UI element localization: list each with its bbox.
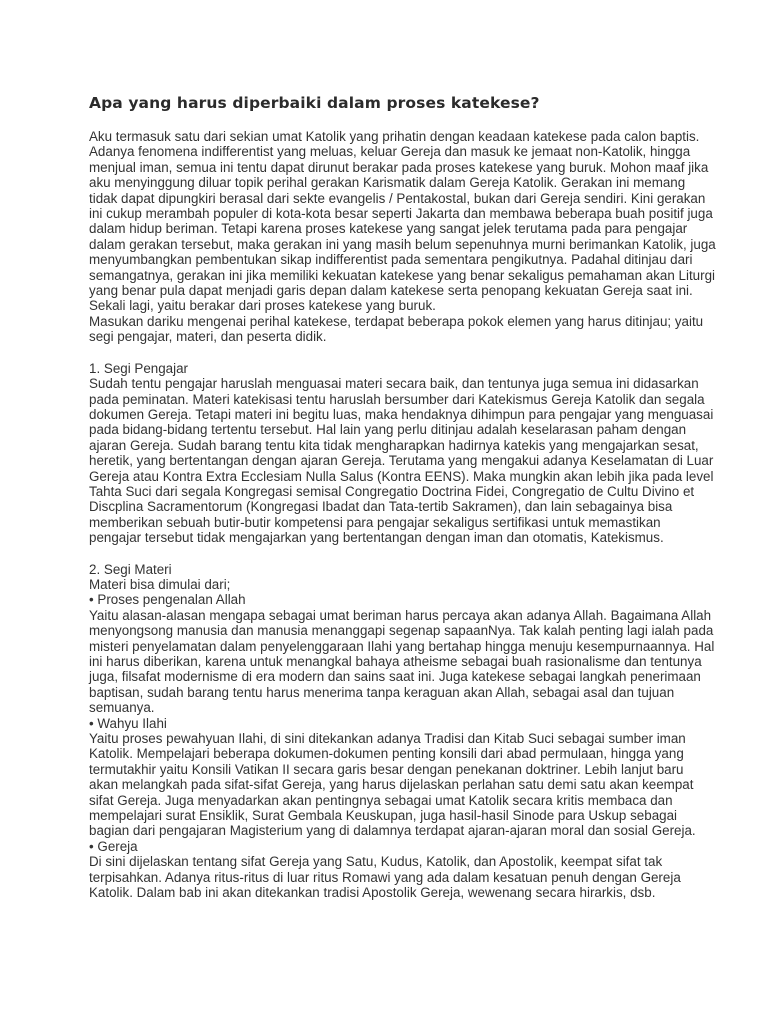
- text-line: termutakhir yaitu Konsili Vatikan II secara garis besar dengan penekanan doktriner. Lebih lanjut baru: [89, 761, 684, 777]
- document-page: [89, 94, 716, 901]
- text-line: ini cukup merambah populer di kota-kota besar seperti Jakarta dan membawa beberapa buah positif juga: [89, 206, 713, 222]
- text-line: menjual iman, semua ini tentu dapat dirunut berakar pada proses katekese yang buruk. Mohon maaf jika: [89, 159, 709, 175]
- text-line: sifat Gereja. Juga menyadarkan akan pentingnya sebagai umat Katolik secara kritis membaca dan: [89, 792, 673, 808]
- text-line: dalam gerakan tersebut, maka gerakan ini yang masih belum sepenuhnya murni berimankan Katolik, juga: [89, 236, 716, 252]
- text-line: memberikan sebuah butir-butir kompetensi para pengajar sekaligus sertifikasi untuk memastikan: [89, 514, 661, 530]
- text-line: baptisan, sudah barang tentu harus menerima tanpa keraguan akan Allah, sebagai asal dan tujuan: [89, 684, 675, 700]
- text-line: Sekali lagi, yaitu berakar dari proses katekese yang buruk.: [89, 298, 436, 314]
- text-line: terpisahkan. Adanya ritus-ritus di luar ritus Romawi yang ada dalam kesatuan penuh dengan Gereja: [89, 869, 681, 885]
- text-line: Yaitu proses pewahyuan Ilahi, di sini ditekankan adanya Tradisi dan Kitab Suci sebagai sumber iman: [89, 731, 686, 747]
- text-line: menyongsong manusia dan manusia menanggapi segenap sapaanNya. Tak kalah penting lagi ialah pada: [89, 623, 714, 639]
- text-line: tidak dapat dipungkiri berasal dari sekte evangelis / Pentakostal, bukan dari Gereja sendiri. Kini gerakan: [89, 190, 706, 206]
- text-line: • Proses pengenalan Allah: [89, 592, 246, 608]
- text-line: Adanya fenomena indifferentist yang meluas, keluar Gereja dan masuk ke jemaat non-Katolik, hingga: [89, 144, 691, 160]
- text-line: Di sini dijelaskan tentang sifat Gereja yang Satu, Kudus, Katolik, dan Apostolik, keempat sifat tak: [89, 854, 663, 870]
- text-line: Sudah tentu pengajar haruslah menguasai materi secara baik, dan tentunya juga semua ini didasarkan: [89, 376, 699, 392]
- text-line: bagian dari pengajaran Magisterium yang di dalamnya terdapat ajaran-ajaran moral dan sosial Gereja.: [89, 823, 696, 839]
- text-line: 2. Segi Materi: [89, 561, 172, 577]
- text-line: aku menyinggung diluar topik perihal gerakan Karismatik dalam Gereja Katolik. Gerakan ini memang: [89, 175, 686, 191]
- text-line: Yaitu alasan-alasan mengapa sebagai umat beriman harus percaya akan adanya Allah. Bagaimana Allah: [89, 607, 712, 623]
- text-line: heretik, yang bertentangan dengan ajaran Gereja. Terutama yang mengakui adanya Keselamatan di Luar: [89, 453, 714, 469]
- text-line: mempelajari surat Ensiklik, Surat Gembala Keuskupan, juga hasil-hasil Sinode para Uskup sebagai: [89, 808, 678, 824]
- text-line: Tahta Suci dari segala Kongregasi semisal Congregatio Doctrina Fidei, Congregatio de Cultu Divino et: [89, 483, 695, 499]
- text-line: juga, filsafat modernisme di era modern dan sains saat ini. Juga katekese sebagai langkah penerimaan: [89, 669, 701, 685]
- text-line: Katolik. Mempelajari beberapa dokumen-dokumen penting konsili dari abad permulaan, hingga yang: [89, 746, 684, 762]
- text-line: Katolik. Dalam bab ini akan ditekankan tradisi Apostolik Gereja, wewenang secara hirarkis, dsb.: [89, 885, 656, 901]
- text-line: pada peminatan. Materi katekisasi tentu haruslah bersumber dari Katekismus Gereja Katolik dan segala: [89, 391, 705, 407]
- text-line: menyumbangkan pembentukan sikap indifferentist pada sementara pengikutnya. Padahal ditinjau dari: [89, 252, 693, 268]
- text-line: segi pengajar, materi, dan peserta didik.: [89, 329, 327, 345]
- document-title: Apa yang harus diperbaiki dalam proses katekese?: [89, 94, 540, 112]
- text-line: misteri penyelamatan dalam penyelenggaraan Ilahi yang bertahap hingga menuju kesempurnaannya. Hal: [89, 638, 715, 654]
- text-line: Discplina Sacramentorum (Kongregasi Ibadat dan Tata-tertib Sakramen), dan lain sebagainya bisa: [89, 499, 673, 515]
- text-line: Aku termasuk satu dari sekian umat Katolik yang prihatin dengan keadaan katekese pada calon baptis.: [89, 129, 700, 144]
- text-line: ini harus diberikan, karena untuk menangkal bahaya atheisme sebagai buah rasionalisme dan tentunya: [89, 654, 702, 669]
- text-line: • Gereja: [89, 838, 138, 854]
- text-line: semangatnya, gerakan ini jika memiliki kekuatan katekese yang benar sekaligus pemahaman akan Liturgi: [89, 267, 715, 283]
- text-line: ajaran Gereja. Sudah barang tentu kita tidak mengharapkan hadirnya katekis yang mengajarkan sesat,: [89, 437, 699, 453]
- text-line: semuanya.: [89, 700, 155, 716]
- text-line: pada bidang-bidang tertentu tersebut. Hal lain yang perlu ditinjau adalah keselarasan paham dengan: [89, 422, 687, 438]
- text-line: dokumen Gereja. Tetapi materi ini begitu luas, maka hendaknya dihimpun para pengajar yang menguasai: [89, 406, 714, 422]
- text-line: dalam hidup beriman. Tetapi karena proses katekese yang sangat jelek terutama pada para pengajar: [89, 221, 688, 237]
- text-line: yang benar pula dapat menjadi garis depan dalam katekese serta penopang kekuatan Gereja saat ini.: [89, 283, 693, 299]
- text-line: pengajar tersebut tidak mengajarkan yang bertentangan dengan iman dan otomatis, Katekismus.: [89, 530, 664, 546]
- paragraph-gap: [89, 546, 689, 562]
- document-body: [89, 129, 716, 901]
- text-line: • Wahyu Ilahi: [89, 715, 167, 731]
- text-line: akan melangkah pada sifat-sifat Gereja, yang harus dijelaskan perlahan satu demi satu akan keempat: [89, 777, 694, 793]
- text-line: Gereja atau Kontra Extra Ecclesiam Nulla Salus (Kontra EENS). Maka mungkin akan lebih jika pada level: [89, 468, 714, 484]
- text-line: 1. Segi Pengajar: [89, 360, 189, 376]
- paragraph-gap: [89, 345, 689, 361]
- text-line: Materi bisa dimulai dari;: [89, 576, 231, 592]
- text-line: Masukan dariku mengenai perihal katekese, terdapat beberapa pokok elemen yang harus ditinjau; yaitu: [89, 313, 704, 329]
